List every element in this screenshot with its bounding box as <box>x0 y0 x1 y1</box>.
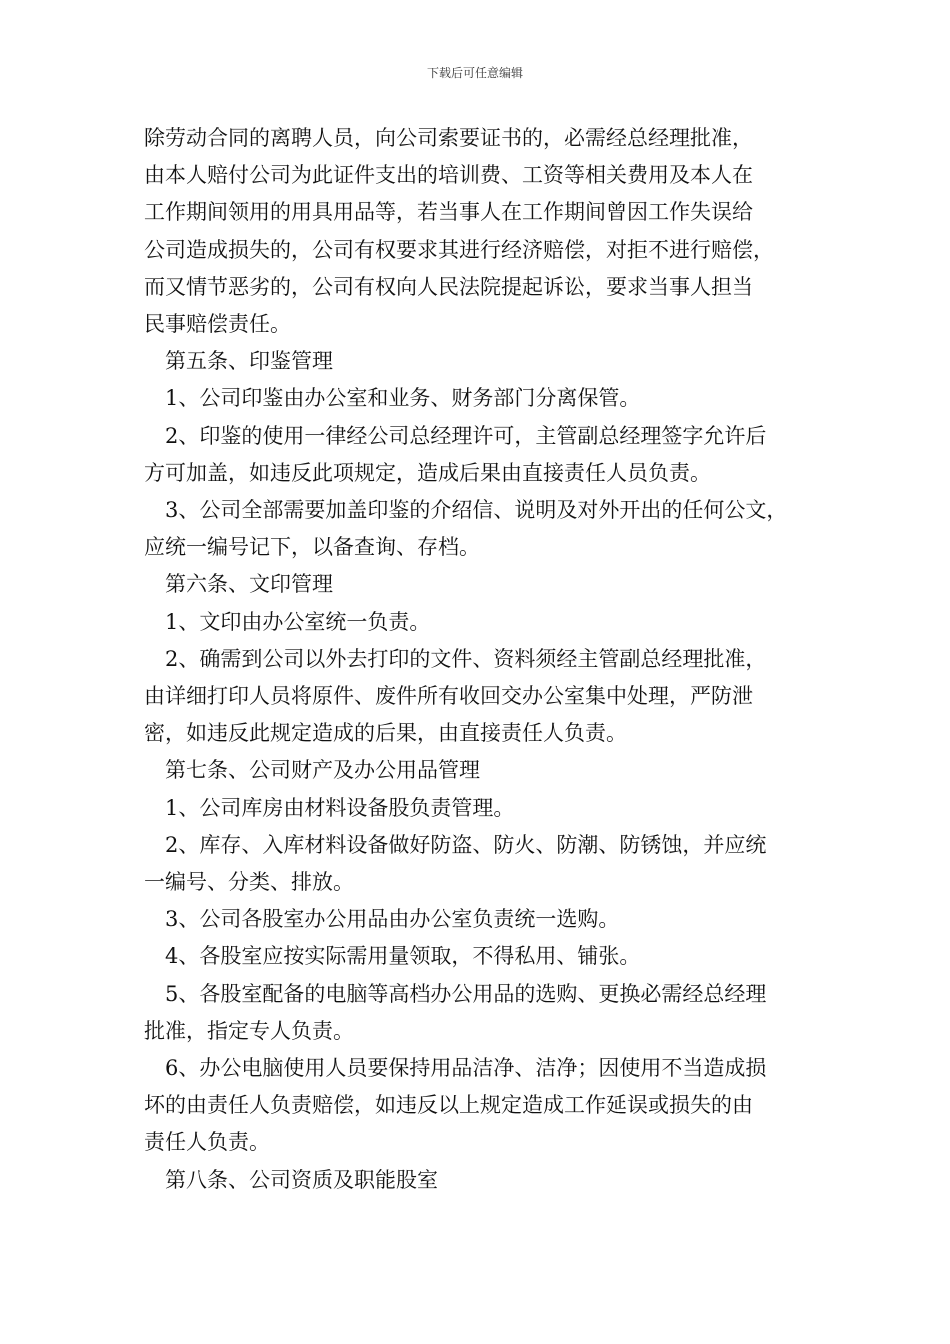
text-line: 第七条、公司财产及办公用品管理 <box>165 758 480 783</box>
text-line: 坏的由责任人负责赔偿，如违反以上规定造成工作延误或损失的由 <box>144 1093 753 1118</box>
text-line: 一编号、分类、排放。 <box>144 870 354 895</box>
text-line: 4、各股室应按实际需用量领取，不得私用、铺张。 <box>165 944 641 969</box>
text-line: 工作期间领用的用具用品等，若当事人在工作期间曾因工作失误给 <box>144 200 753 225</box>
text-line: 3、公司全部需要加盖印鉴的介绍信、说明及对外开出的任何公文， <box>165 498 788 523</box>
page-header: 下载后可任意编辑 <box>426 66 523 80</box>
text-line: 2、库存、入库材料设备做好防盗、防火、防潮、防锈蚀，并应统 <box>165 832 767 857</box>
text-line: 应统一编号记下，以备查询、存档。 <box>144 535 480 560</box>
text-line: 6、办公电脑使用人员要保持用品洁净、洁净；因使用不当造成损 <box>165 1056 767 1081</box>
text-line: 第五条、印鉴管理 <box>165 349 333 374</box>
text-line: 密，如违反此规定造成的后果，由直接责任人负责。 <box>144 721 627 746</box>
text-line: 方可加盖，如违反此项规定，造成后果由直接责任人员负责。 <box>144 460 711 485</box>
text-line: 1、公司库房由材料设备股负责管理。 <box>165 795 515 820</box>
document-body <box>144 120 814 1199</box>
text-line: 5、各股室配备的电脑等高档办公用品的选购、更换必需经总经理 <box>165 981 767 1006</box>
text-line: 民事赔偿责任。 <box>144 312 291 337</box>
text-line: 而又情节恶劣的，公司有权向人民法院提起诉讼，要求当事人担当 <box>144 274 753 299</box>
text-line: 责任人负责。 <box>144 1130 270 1155</box>
text-line: 公司造成损失的，公司有权要求其进行经济赔偿，对拒不进行赔偿， <box>144 237 774 262</box>
text-line: 2、确需到公司以外去打印的文件、资料须经主管副总经理批准， <box>165 646 767 671</box>
text-line: 除劳动合同的离聘人员，向公司索要证书的，必需经总经理批准， <box>144 126 753 150</box>
text-line: 批准，指定专人负责。 <box>144 1018 354 1043</box>
text-line: 1、文印由办公室统一负责。 <box>165 609 431 634</box>
text-line: 2、印鉴的使用一律经公司总经理许可，主管副总经理签字允许后 <box>165 423 767 448</box>
text-line: 3、公司各股室办公用品由办公室负责统一选购。 <box>165 907 620 932</box>
text-line: 第六条、文印管理 <box>165 572 333 597</box>
text-line: 1、公司印鉴由办公室和业务、财务部门分离保管。 <box>165 386 641 411</box>
text-line: 第八条、公司资质及职能股室 <box>165 1167 438 1192</box>
text-line: 由本人赔付公司为此证件支出的培训费、工资等相关费用及本人在 <box>144 163 753 188</box>
text-line: 由详细打印人员将原件、废件所有收回交办公室集中处理，严防泄 <box>144 684 753 709</box>
